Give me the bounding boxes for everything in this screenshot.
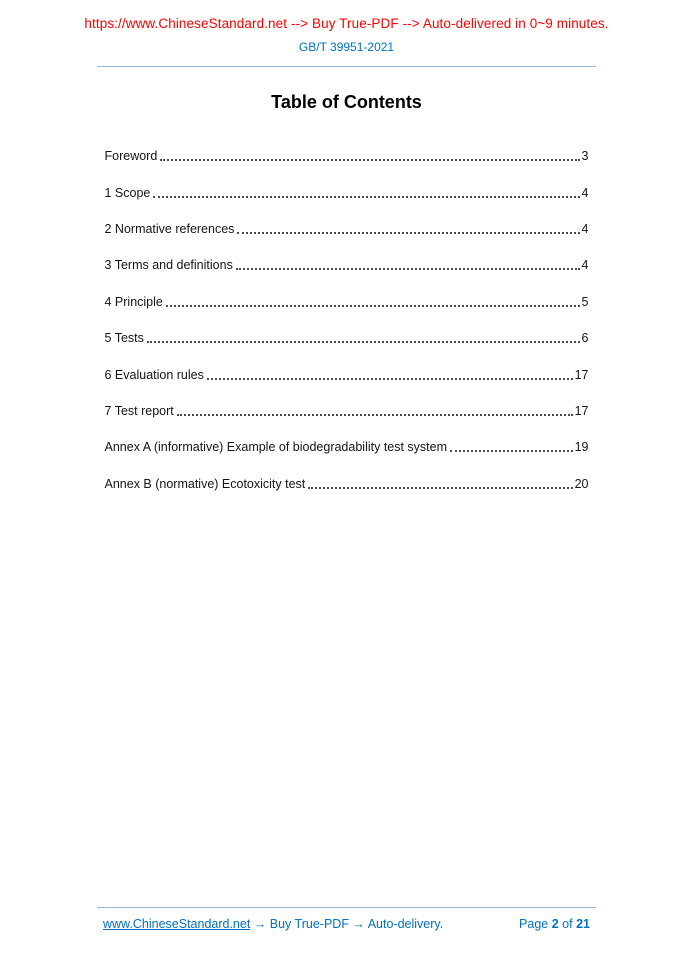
footer-site-link[interactable]: www.ChineseStandard.net — [103, 917, 251, 931]
toc-dot-leader — [237, 232, 579, 234]
toc-entry-page: 4 — [581, 258, 589, 273]
toc-entry — [105, 320, 589, 356]
toc-entry — [105, 356, 589, 392]
footer-tagline — [103, 917, 443, 931]
toc-entry-label: Foreword — [104, 149, 158, 164]
toc-entry-label: 7 Test report — [104, 403, 174, 418]
page-indicator — [519, 917, 590, 931]
toc-entry-page: 20 — [574, 476, 589, 491]
toc-entry-label: 3 Terms and definitions — [104, 258, 233, 273]
toc-entry-label: 4 Principle — [104, 294, 163, 309]
toc-list — [105, 138, 589, 502]
toc-entry — [105, 247, 589, 283]
toc-entry-label: 2 Normative references — [104, 221, 235, 236]
page-title: Table of Contents — [271, 92, 422, 112]
toc-entry — [105, 138, 589, 174]
toc-dot-leader — [308, 487, 572, 489]
of-word: of — [562, 917, 573, 931]
footer-tagline-text: → Buy True-PDF → Auto-delivery. — [253, 917, 444, 931]
toc-entry-page: 19 — [574, 440, 589, 455]
page-total: 21 — [576, 917, 590, 931]
toc-entry — [105, 466, 589, 502]
toc-entry-page: 4 — [581, 185, 589, 200]
promo-banner: https://www.ChineseStandard.net --> Buy True-PDF --> Auto-delivered in 0~9 minutes. — [84, 16, 609, 31]
toc-dot-leader — [450, 450, 573, 452]
toc-dot-leader — [236, 268, 580, 270]
toc-entry — [105, 174, 589, 210]
toc-dot-leader — [166, 305, 580, 307]
page-footer — [97, 907, 596, 931]
standard-code: GB/T 39951-2021 — [298, 40, 395, 54]
toc-entry — [105, 429, 589, 465]
toc-dot-leader — [153, 196, 579, 198]
toc-entry-page: 5 — [581, 294, 589, 309]
toc-entry-page: 3 — [581, 149, 589, 164]
header-divider — [97, 66, 596, 67]
toc-entry-page: 6 — [581, 331, 589, 346]
toc-entry-label: 1 Scope — [104, 185, 151, 200]
toc-entry — [105, 211, 589, 247]
page-word: Page — [519, 917, 549, 931]
toc-entry-page: 4 — [581, 221, 589, 236]
toc-dot-leader — [177, 414, 573, 416]
toc-entry — [105, 284, 589, 320]
toc-entry-label: Annex A (informative) Example of biodegradability test system — [104, 440, 448, 455]
toc-entry-page: 17 — [574, 367, 589, 382]
toc-dot-leader — [207, 378, 573, 380]
page-current: 2 — [551, 917, 559, 931]
footer-divider — [97, 907, 596, 908]
toc-entry — [105, 393, 589, 429]
toc-dot-leader — [160, 159, 579, 161]
toc-entry-label: 6 Evaluation rules — [104, 367, 204, 382]
toc-entry-label: 5 Tests — [104, 331, 144, 346]
toc-dot-leader — [147, 341, 580, 343]
toc-entry-label: Annex B (normative) Ecotoxicity test — [104, 476, 306, 491]
toc-entry-page: 17 — [574, 403, 589, 418]
